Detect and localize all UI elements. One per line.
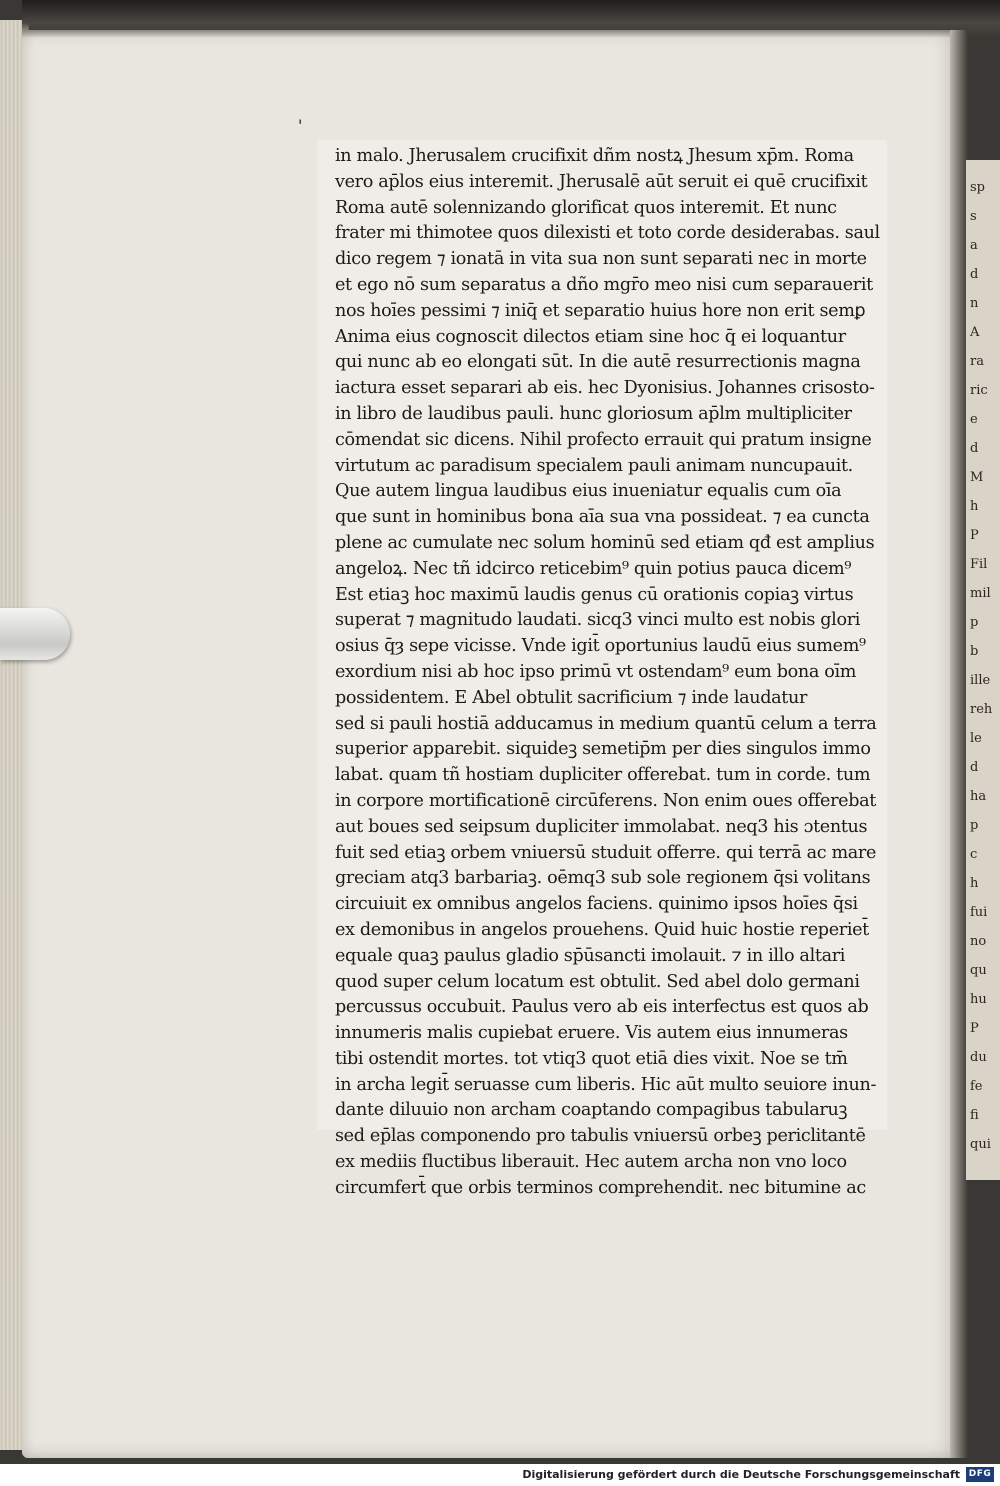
text-line: plene ac cumulate nec solum hominū sed etiam qđ est amplius: [335, 532, 875, 553]
text-line: dico regem ⁊ ionatā in vita sua non sunt separati nec in morte: [335, 249, 867, 270]
right-page-fragment: n: [970, 296, 979, 311]
text-line: greciam atq3 barbariaꝫ. oēmq3 sub sole regionem q̄si volitans: [335, 868, 871, 889]
text-line: innumeris malis cupiebat eruere. Vis autem eius innumeras: [335, 1023, 848, 1044]
right-page-edge: [966, 160, 1000, 1180]
right-page-fragment: b: [970, 644, 979, 659]
right-page-fragment: sp: [970, 180, 985, 195]
right-page-fragment: qu: [970, 963, 987, 978]
text-line: nos hoīes pessimi ⁊ iniq̄ et separatio huius hore non erit semꝑ: [335, 300, 866, 321]
right-page-fragment: ric: [970, 383, 988, 398]
right-page-fragment: reh: [970, 702, 993, 717]
right-page-fragment: du: [970, 1050, 987, 1065]
text-line: Roma autē solennizando glorificat quos interemit. Et nunc: [335, 197, 837, 218]
right-page-fragment: fi: [970, 1108, 979, 1123]
text-line: sed ep̄las componendo pro tabulis vniuersū orbeꝫ periclitantē: [335, 1126, 866, 1147]
text-line: aut boues sed seipsum dupliciter immolabat. neq3 his ɔtentus: [335, 816, 868, 837]
right-page-fragment: hu: [970, 992, 987, 1007]
right-page-fragment: a: [970, 238, 978, 253]
text-line: ex mediis fluctibus liberauit. Hec autem archa non vno loco: [335, 1152, 847, 1173]
text-line: superior apparebit. siquideꝫ semetip̄m per dies singulos immo: [335, 739, 871, 760]
text-line: circuiuit ex omnibus angelos faciens. quinimo ipsos hoīes q̄si: [335, 894, 858, 915]
text-line: possidentem. E Abel obtulit sacrificium ⁊ inde laudatur: [335, 687, 808, 708]
text-line: superat ⁊ magnitudo laudati. sicq3 vinci multo est nobis glori: [335, 610, 861, 631]
right-page-fragment: Fil: [970, 557, 988, 572]
right-page-fragment: P: [970, 1021, 979, 1036]
text-line: Anima eius cognoscit dilectos etiam sine hoc q̄ ei loquantur: [335, 326, 846, 347]
text-line: et ego nō sum separatus a dño mgr̄o meo nisi cum separauerit: [335, 274, 873, 295]
right-page-fragment: no: [970, 934, 987, 949]
right-page-fragment: h: [970, 876, 979, 891]
right-page-fragment: le: [970, 731, 982, 746]
page-clip: [0, 608, 70, 660]
text-line: circumfert̄ que orbis terminos comprehendit. nec bitumine ac: [335, 1177, 866, 1198]
text-line: in malo. Jherusalem crucifixit dñm nostꝝ Jhesum xp̄m. Roma: [335, 146, 854, 166]
text-line: Est etiaꝫ hoc maximū laudis genus cū orationis copiaꝫ virtus: [335, 584, 854, 605]
text-line: sed si pauli hostiā adducamus in medium quantū celum a terra: [335, 713, 877, 734]
right-page-fragment: e: [970, 412, 978, 427]
right-page-fragment: d: [970, 760, 979, 775]
text-line: quod super celum locatum est obtulit. Sed abel dolo germani: [335, 971, 860, 992]
text-line: dante diluuio non archam coaptando compagibus tabularuꝫ: [335, 1100, 848, 1121]
text-line: in corpore mortificationē circūferens. Non enim oues offerebat: [335, 790, 877, 811]
right-page-fragment: ha: [970, 789, 987, 804]
text-line: qui nunc ab eo elongati sūt. In die autē resurrectionis magna: [335, 352, 861, 373]
text-line: in archa legit̄ seruasse cum liberis. Hic aūt multo seuiore inun-: [335, 1074, 877, 1095]
right-page-fragment: ra: [970, 354, 984, 369]
footer-bar: [0, 1464, 1000, 1486]
right-page-fragment: fui: [970, 905, 988, 920]
text-line: virtutum ac paradisum specialem pauli animam nuncupauit.: [335, 455, 853, 476]
text-line: cōmendat sic dicens. Nihil profecto errauit qui pratum insigne: [335, 429, 872, 450]
ink-mark: ': [298, 116, 303, 135]
right-page-fragment: s: [970, 209, 977, 224]
footer-credit: Digitalisierung gefördert durch die Deutsche Forschungsgemeinschaft: [522, 1468, 960, 1481]
text-line: equale quaꝫ paulus gladio sp̄ūsancti imolauit. ⁊ in illo altari: [335, 945, 846, 966]
text-line: exordium nisi ab hoc ipso primū vt ostendam⁹ eum bona oīm: [335, 661, 857, 682]
right-page-fragment: P: [970, 528, 979, 543]
text-line: osius q̄ȝ sepe vicisse. Vnde igit̄ oportunius laudū eius sumem⁹: [335, 636, 866, 657]
text-line: fuit sed etiaꝫ orbem vniuersū studuit offerre. qui terrā ac mare: [335, 842, 877, 863]
right-page-fragment: ille: [970, 673, 991, 688]
text-line: tibi ostendit mortes. tot vtiq3 quot etiā dies vixit. Noe se tm̄: [335, 1048, 848, 1069]
text-line: labat. quam tñ hostiam dupliciter offerebat. tum in corde. tum: [335, 765, 871, 786]
top-edge-shadow: [22, 0, 1000, 38]
text-line: ex demonibus in angelos prouehens. Quid huic hostie reperiet̄: [335, 919, 869, 940]
right-page-fragment: fe: [970, 1079, 983, 1094]
dfg-logo-icon: DFG: [966, 1467, 994, 1482]
right-page-fragment: M: [970, 470, 984, 485]
text-line: vero ap̄los eius interemit. Jherusalē aūt seruit ei quē crucifixit: [335, 171, 868, 192]
right-page-fragment: d: [970, 267, 979, 282]
right-page-fragment: mil: [970, 586, 991, 601]
text-line: percussus occubuit. Paulus vero ab eis interfectus est quos ab: [335, 997, 869, 1018]
right-page-fragment: qui: [970, 1137, 991, 1152]
right-page-fragment: A: [970, 325, 980, 340]
text-line: que sunt in hominibus bona aīa sua vna possideat. ⁊ ea cuncta: [335, 507, 870, 528]
text-line: angeloꝝ. Nec tñ idcirco reticebim⁹ quin potius pauca dicem⁹: [335, 558, 852, 579]
right-page-fragment: p: [970, 615, 979, 630]
page-text: [335, 144, 895, 1202]
text-line: iactura esset separari ab eis. hec Dyonisius. Johannes crisosto-: [335, 378, 875, 399]
text-line: in libro de laudibus pauli. hunc gloriosum ap̄lm multipliciter: [335, 403, 852, 424]
text-line: frater mi thimotee quos dilexisti et toto corde desiderabas. saul: [335, 223, 880, 244]
right-page-fragment: p: [970, 818, 979, 833]
right-page-fragment: h: [970, 499, 979, 514]
right-page-fragment: c: [970, 847, 978, 862]
right-page-fragment: d: [970, 441, 979, 456]
text-line: Que autem lingua laudibus eius inueniatur equalis cum oīa: [335, 481, 842, 502]
